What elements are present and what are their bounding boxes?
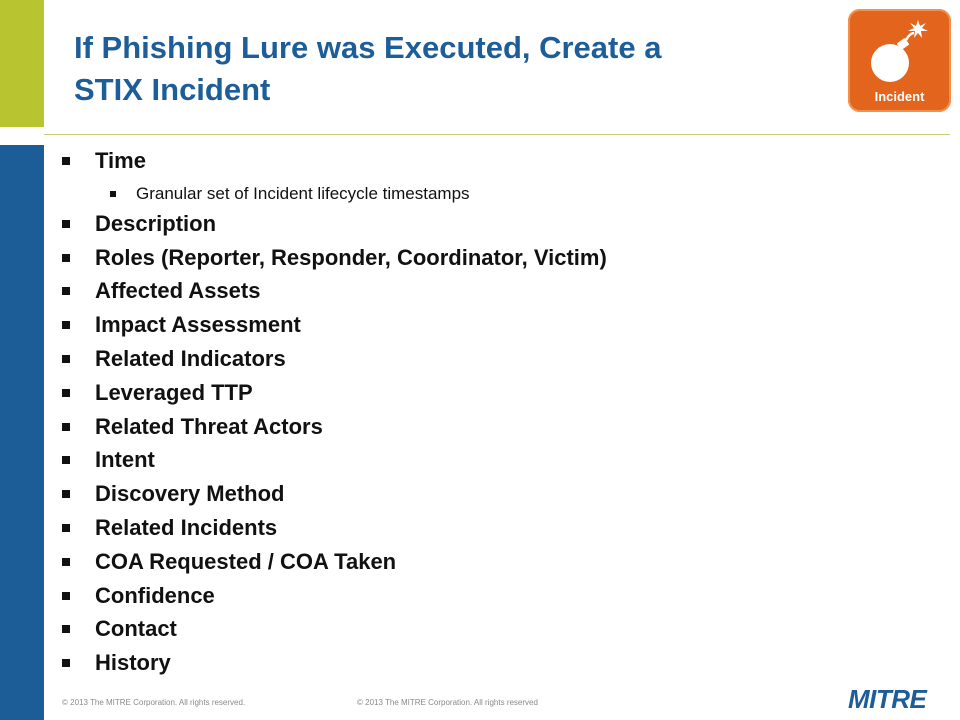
bullet-text: Related Indicators — [95, 345, 286, 371]
square-bullet-icon — [62, 625, 70, 633]
bullet-item — [62, 548, 882, 582]
mitre-logo: MITRE — [848, 684, 927, 714]
square-bullet-icon — [62, 524, 70, 532]
bullet-item — [62, 379, 882, 413]
square-bullet-icon — [62, 558, 70, 566]
square-bullet-icon — [62, 287, 70, 295]
bullet-item — [62, 480, 882, 514]
accent-bar-green — [0, 0, 44, 127]
bullet-item — [62, 446, 882, 480]
square-bullet-icon — [62, 423, 70, 431]
incident-badge — [848, 9, 951, 112]
sub-bullet-text: Granular set of Incident lifecycle timestamps — [136, 183, 470, 203]
footer-copyright-secondary: © 2013 The MITRE Corporation. All rights reserved — [357, 698, 538, 707]
bullet-item — [62, 514, 882, 548]
bullet-item — [62, 413, 882, 447]
square-bullet-icon — [62, 157, 70, 165]
bullet-text: Affected Assets — [95, 278, 261, 304]
bullet-text: Time — [95, 148, 146, 173]
square-bullet-icon — [62, 254, 70, 262]
bullet-text: Contact — [95, 616, 177, 642]
square-bullet-icon — [62, 490, 70, 498]
bullet-item — [62, 345, 882, 379]
square-bullet-icon — [62, 659, 70, 667]
slide-title-line-2: STIX Incident — [74, 72, 271, 107]
slide-title-line-1: If Phishing Lure was Executed, Create a — [74, 30, 662, 65]
bullet-text: Impact Assessment — [95, 312, 301, 338]
bullet-item — [62, 615, 882, 649]
bullet-list — [62, 147, 882, 683]
bullet-text: COA Requested / COA Taken — [95, 548, 397, 574]
bullet-text: Confidence — [95, 582, 215, 608]
square-bullet-icon — [62, 389, 70, 397]
square-bullet-icon — [62, 321, 70, 329]
sub-bullet-item — [62, 181, 882, 210]
bullet-text: Related Threat Actors — [95, 413, 323, 439]
title-divider — [44, 134, 950, 135]
bullet-item — [62, 277, 882, 311]
bullet-text: History — [95, 650, 171, 676]
bullet-text: Roles (Reporter, Responder, Coordinator, Victim) — [95, 244, 607, 270]
bullet-text: Discovery Method — [95, 481, 285, 507]
bullet-text: Related Incidents — [95, 514, 278, 540]
bullet-text: Description — [95, 210, 217, 236]
square-bullet-icon — [62, 456, 70, 464]
bullet-item — [62, 311, 882, 345]
bullet-text: Intent — [95, 447, 155, 473]
square-bullet-icon — [62, 220, 70, 228]
slide-title — [74, 27, 834, 111]
bullet-item — [62, 210, 882, 244]
bullet-item — [62, 147, 882, 181]
square-bullet-icon — [110, 191, 116, 197]
footer-copyright: © 2013 The MITRE Corporation. All rights reserved. — [62, 698, 246, 707]
square-bullet-icon — [62, 592, 70, 600]
bullet-item — [62, 582, 882, 616]
bullet-item — [62, 649, 882, 683]
accent-bar-blue — [0, 145, 44, 720]
bullet-item — [62, 244, 882, 278]
bullet-text: Leveraged TTP — [95, 379, 253, 405]
badge-label: Incident — [874, 89, 925, 104]
square-bullet-icon — [62, 355, 70, 363]
